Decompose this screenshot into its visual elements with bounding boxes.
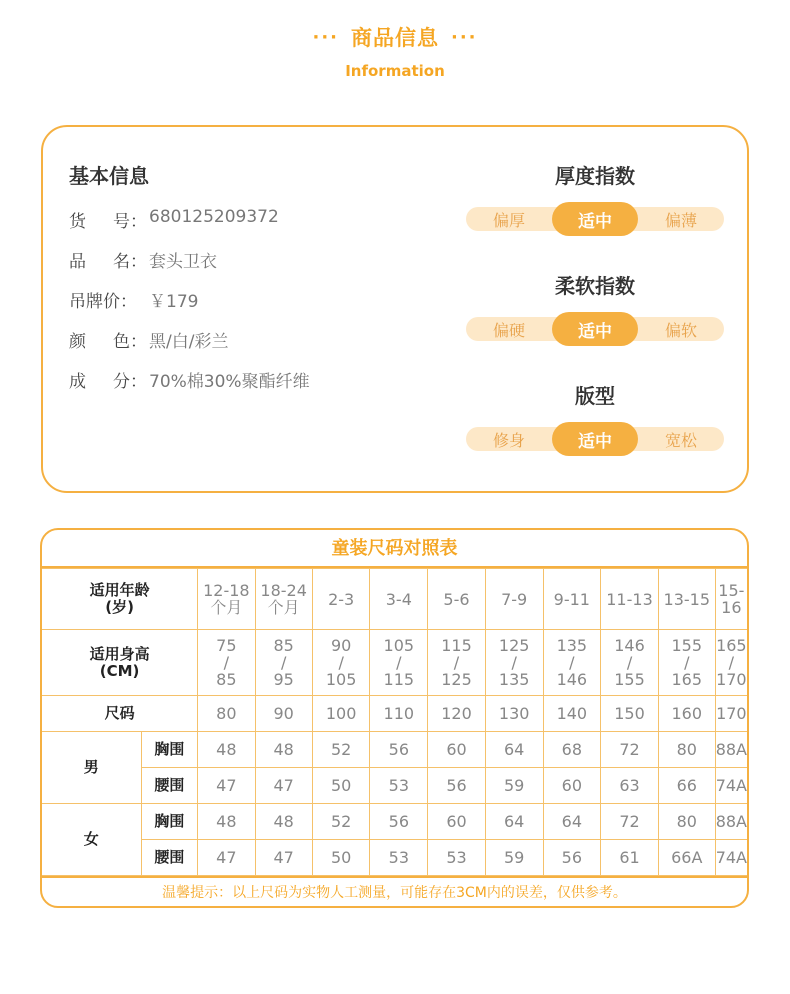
scale-option-left: 修身 [492, 430, 525, 450]
measure-cell: 72 [601, 804, 659, 840]
measure-label: 胸围 [141, 804, 198, 840]
measure-cell: 50 [312, 768, 370, 804]
size-cell: 80 [198, 696, 255, 732]
size-label: 尺码 [42, 696, 198, 732]
measure-cell: 50 [312, 840, 370, 876]
basic-row-value: ￥179 [149, 292, 199, 312]
scale-option-left: 偏厚 [492, 210, 525, 230]
page-title: 商品信息 [351, 26, 439, 50]
measure-cell: 56 [543, 840, 601, 876]
measure-cell: 80 [658, 732, 715, 768]
softness-scale [466, 317, 724, 341]
age-label: 适用年龄 (岁) [42, 569, 198, 630]
measure-cell: 59 [485, 768, 543, 804]
age-cell: 2-3 [312, 569, 370, 630]
measure-cell: 74A [715, 840, 747, 876]
measure-cell: 64 [485, 732, 543, 768]
height-cell: 85 / 95 [255, 630, 312, 696]
age-cell: 13-15 [658, 569, 715, 630]
row-male-chest [42, 732, 747, 768]
header-title-row [0, 22, 790, 52]
scale-option-right: 偏薄 [664, 210, 697, 230]
measure-label: 胸围 [141, 732, 198, 768]
size-chart-title: 童装尺码对照表 [42, 530, 747, 568]
row-height [42, 630, 747, 696]
size-table [42, 568, 747, 876]
basic-row-name [69, 247, 217, 272]
section-header [0, 22, 790, 80]
basic-row-material [69, 367, 310, 392]
page-subtitle: Information [345, 62, 445, 80]
measure-cell: 56 [370, 804, 428, 840]
measure-cell: 88A [715, 732, 747, 768]
basic-info-title: 基本信息 [69, 164, 149, 188]
height-cell: 135 / 146 [543, 630, 601, 696]
softness-title: 柔软指数 [555, 274, 635, 298]
measure-cell: 80 [658, 804, 715, 840]
product-info-card [41, 125, 749, 493]
basic-row-price [69, 287, 198, 312]
measure-cell: 72 [601, 732, 659, 768]
size-cell: 110 [370, 696, 428, 732]
row-size [42, 696, 747, 732]
row-female-chest [42, 804, 747, 840]
measure-cell: 48 [255, 732, 312, 768]
measure-cell: 60 [543, 768, 601, 804]
thickness-title: 厚度指数 [555, 164, 635, 188]
height-cell: 125 / 135 [485, 630, 543, 696]
scale-option-right: 宽松 [664, 430, 697, 450]
size-cell: 140 [543, 696, 601, 732]
age-cell: 5-6 [428, 569, 486, 630]
basic-row-label: 吊牌价： [69, 292, 137, 312]
measure-cell: 64 [485, 804, 543, 840]
size-note: 温馨提示：以上尺码为实物人工测量，可能存在3CM内的误差，仅供参考。 [42, 876, 747, 908]
measure-cell: 66 [658, 768, 715, 804]
measure-cell: 52 [312, 732, 370, 768]
size-cell: 100 [312, 696, 370, 732]
measure-cell: 60 [428, 804, 486, 840]
row-age [42, 569, 747, 630]
dots-right: ··· [451, 26, 478, 48]
basic-row-label: 颜 色： [69, 332, 147, 352]
fit-scale [466, 427, 724, 451]
basic-row-sku [69, 207, 279, 232]
scale-selected-badge: 适中 [552, 312, 638, 346]
measure-label: 腰围 [141, 768, 198, 804]
measure-cell: 48 [198, 732, 255, 768]
basic-row-label: 货 号： [69, 212, 147, 232]
age-cell: 9-11 [543, 569, 601, 630]
size-chart-card [40, 528, 749, 908]
height-cell: 105 / 115 [370, 630, 428, 696]
size-cell: 120 [428, 696, 486, 732]
size-cell: 160 [658, 696, 715, 732]
age-cell: 18-24 个月 [255, 569, 312, 630]
measure-cell: 47 [198, 840, 255, 876]
size-cell: 90 [255, 696, 312, 732]
scale-selected-badge: 适中 [552, 202, 638, 236]
size-cell: 150 [601, 696, 659, 732]
thickness-scale [466, 207, 724, 231]
measure-label: 腰围 [141, 840, 198, 876]
height-cell: 90 / 105 [312, 630, 370, 696]
measure-cell: 53 [370, 840, 428, 876]
row-female-waist [42, 840, 747, 876]
scale-selected-badge: 适中 [552, 422, 638, 456]
height-cell: 165 / 170 [715, 630, 747, 696]
height-cell: 146 / 155 [601, 630, 659, 696]
age-cell: 11-13 [601, 569, 659, 630]
size-cell: 170 [715, 696, 747, 732]
height-cell: 155 / 165 [658, 630, 715, 696]
scale-option-right: 偏软 [664, 320, 697, 340]
basic-row-value: 70%棉30%聚酯纤维 [149, 372, 310, 392]
age-cell: 12-18 个月 [198, 569, 255, 630]
basic-row-value: 黑/白/彩兰 [149, 332, 229, 352]
measure-cell: 74A [715, 768, 747, 804]
measure-cell: 47 [255, 840, 312, 876]
measure-cell: 47 [255, 768, 312, 804]
measure-cell: 60 [428, 732, 486, 768]
height-cell: 115 / 125 [428, 630, 486, 696]
dots-left: ··· [312, 26, 339, 48]
measure-cell: 53 [370, 768, 428, 804]
gender-label-male: 男 [42, 732, 141, 804]
measure-cell: 59 [485, 840, 543, 876]
measure-cell: 52 [312, 804, 370, 840]
measure-cell: 56 [428, 768, 486, 804]
measure-cell: 66A [658, 840, 715, 876]
basic-row-label: 成 分： [69, 372, 147, 392]
scale-option-left: 偏硬 [492, 320, 525, 340]
measure-cell: 64 [543, 804, 601, 840]
age-cell: 15-16 [715, 569, 747, 630]
row-male-waist [42, 768, 747, 804]
measure-cell: 63 [601, 768, 659, 804]
size-cell: 130 [485, 696, 543, 732]
height-cell: 75 / 85 [198, 630, 255, 696]
age-cell: 7-9 [485, 569, 543, 630]
measure-cell: 48 [198, 804, 255, 840]
measure-cell: 61 [601, 840, 659, 876]
measure-cell: 48 [255, 804, 312, 840]
basic-row-label: 品 名： [69, 252, 147, 272]
basic-row-value: 680125209372 [149, 207, 279, 227]
measure-cell: 88A [715, 804, 747, 840]
measure-cell: 47 [198, 768, 255, 804]
measure-cell: 68 [543, 732, 601, 768]
basic-row-color [69, 327, 228, 352]
fit-title: 版型 [575, 384, 615, 408]
measure-cell: 53 [428, 840, 486, 876]
age-cell: 3-4 [370, 569, 428, 630]
basic-row-value: 套头卫衣 [149, 252, 217, 272]
height-label: 适用身高 (CM) [42, 630, 198, 696]
measure-cell: 56 [370, 732, 428, 768]
gender-label-female: 女 [42, 804, 141, 876]
